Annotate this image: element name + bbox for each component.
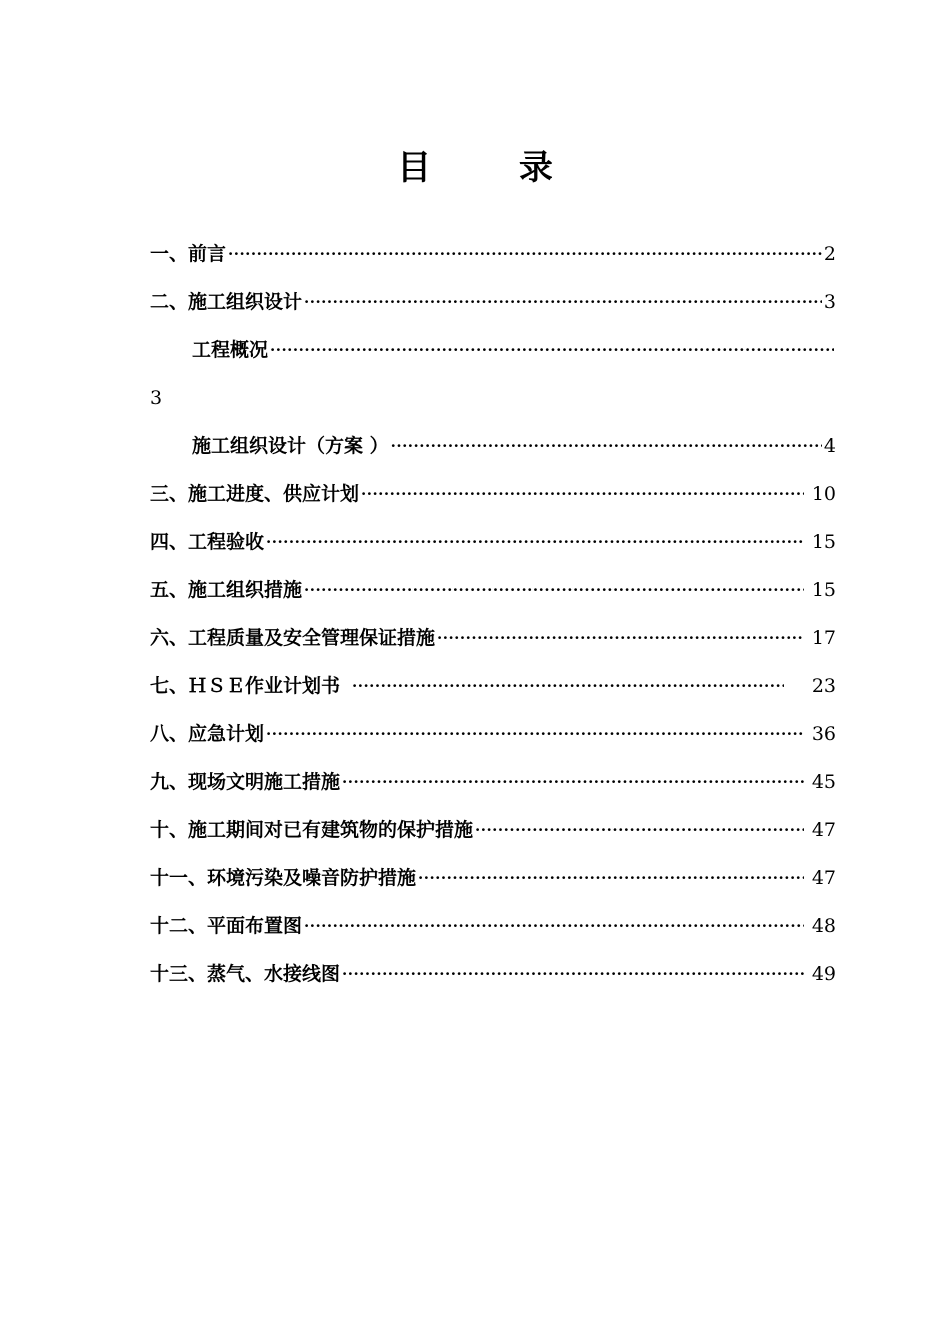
toc-entry-acceptance[interactable] — [150, 518, 836, 566]
toc-entry-label: 三、施工进度、供应计划 — [150, 483, 360, 505]
toc-entry-building-protection[interactable] — [150, 806, 836, 854]
toc-entry-emergency-plan[interactable] — [150, 710, 836, 758]
toc-entry-page: 4 — [823, 435, 836, 457]
toc-entry-label: 六、工程质量及安全管理保证措施 — [150, 627, 436, 649]
toc-entry-civilized-construction[interactable] — [150, 758, 836, 806]
dot-leader — [361, 469, 804, 518]
dot-leader — [228, 229, 822, 278]
toc-entry-construction-plan[interactable] — [150, 422, 836, 470]
dot-leader — [342, 757, 804, 806]
toc-entry-label: 工程概况 — [192, 339, 269, 361]
toc-entry-label: 施工组织设计（方案 ） — [192, 435, 389, 457]
toc-entry-page: 10 — [811, 483, 836, 505]
toc-entry-construction-design[interactable] — [150, 278, 836, 326]
toc-entry-label: 十、施工期间对已有建筑物的保护措施 — [150, 819, 474, 841]
toc-entry-label: 八、应急计划 — [150, 723, 265, 745]
dot-leader — [475, 805, 804, 854]
dot-leader — [270, 325, 834, 374]
dot-leader — [304, 277, 822, 326]
dot-leader — [304, 901, 804, 950]
toc-entry-label: 一、前言 — [150, 243, 227, 265]
toc-entry-hse-plan[interactable] — [150, 662, 836, 710]
toc-entry-steam-water-connection[interactable] — [150, 950, 836, 998]
toc-entry-page: 47 — [811, 819, 836, 841]
toc-entry-page: 2 — [823, 243, 836, 265]
dot-leader — [266, 709, 804, 758]
toc-entry-page: 15 — [811, 579, 836, 601]
toc-entry-page: 17 — [811, 627, 836, 649]
toc-entry-label: 二、施工组织设计 — [150, 291, 303, 313]
toc-entry-project-overview[interactable] — [150, 326, 836, 374]
toc-entry-organization-measures[interactable] — [150, 566, 836, 614]
toc-entry-label: 九、现场文明施工措施 — [150, 771, 341, 793]
toc-entry-label: 四、工程验收 — [150, 531, 265, 553]
toc-entry-page: 23 — [811, 675, 836, 697]
page-title: 目 录 — [397, 148, 591, 188]
toc-entry-page: 47 — [811, 867, 836, 889]
dot-leader — [391, 421, 822, 470]
toc-entry-page: 49 — [811, 963, 836, 985]
dot-leader — [418, 853, 804, 902]
dot-leader — [352, 661, 784, 710]
toc-entry-page: 36 — [811, 723, 836, 745]
toc-entry-preface[interactable] — [150, 230, 836, 278]
table-of-contents — [150, 230, 836, 998]
toc-entry-quality-safety[interactable] — [150, 614, 836, 662]
toc-entry-page: 45 — [811, 771, 836, 793]
dot-leader — [266, 517, 804, 566]
dot-leader — [304, 565, 804, 614]
toc-entry-page: 48 — [811, 915, 836, 937]
toc-entry-page: 3 — [150, 387, 163, 409]
dot-leader — [342, 949, 804, 998]
toc-entry-page: 3 — [823, 291, 836, 313]
toc-entry-label: 五、施工组织措施 — [150, 579, 303, 601]
toc-entry-label: 十二、平面布置图 — [150, 915, 303, 937]
toc-entry-label: 十三、蒸气、水接线图 — [150, 963, 341, 985]
toc-entry-label: 十一、环境污染及噪音防护措施 — [150, 867, 417, 889]
toc-entry-site-layout[interactable] — [150, 902, 836, 950]
dot-leader — [437, 613, 804, 662]
toc-entry-page: 15 — [811, 531, 836, 553]
toc-entry-schedule-supply[interactable] — [150, 470, 836, 518]
toc-entry-environment-noise[interactable] — [150, 854, 836, 902]
toc-entry-label: 七、ＨＳＥ作业计划书 — [150, 675, 341, 697]
